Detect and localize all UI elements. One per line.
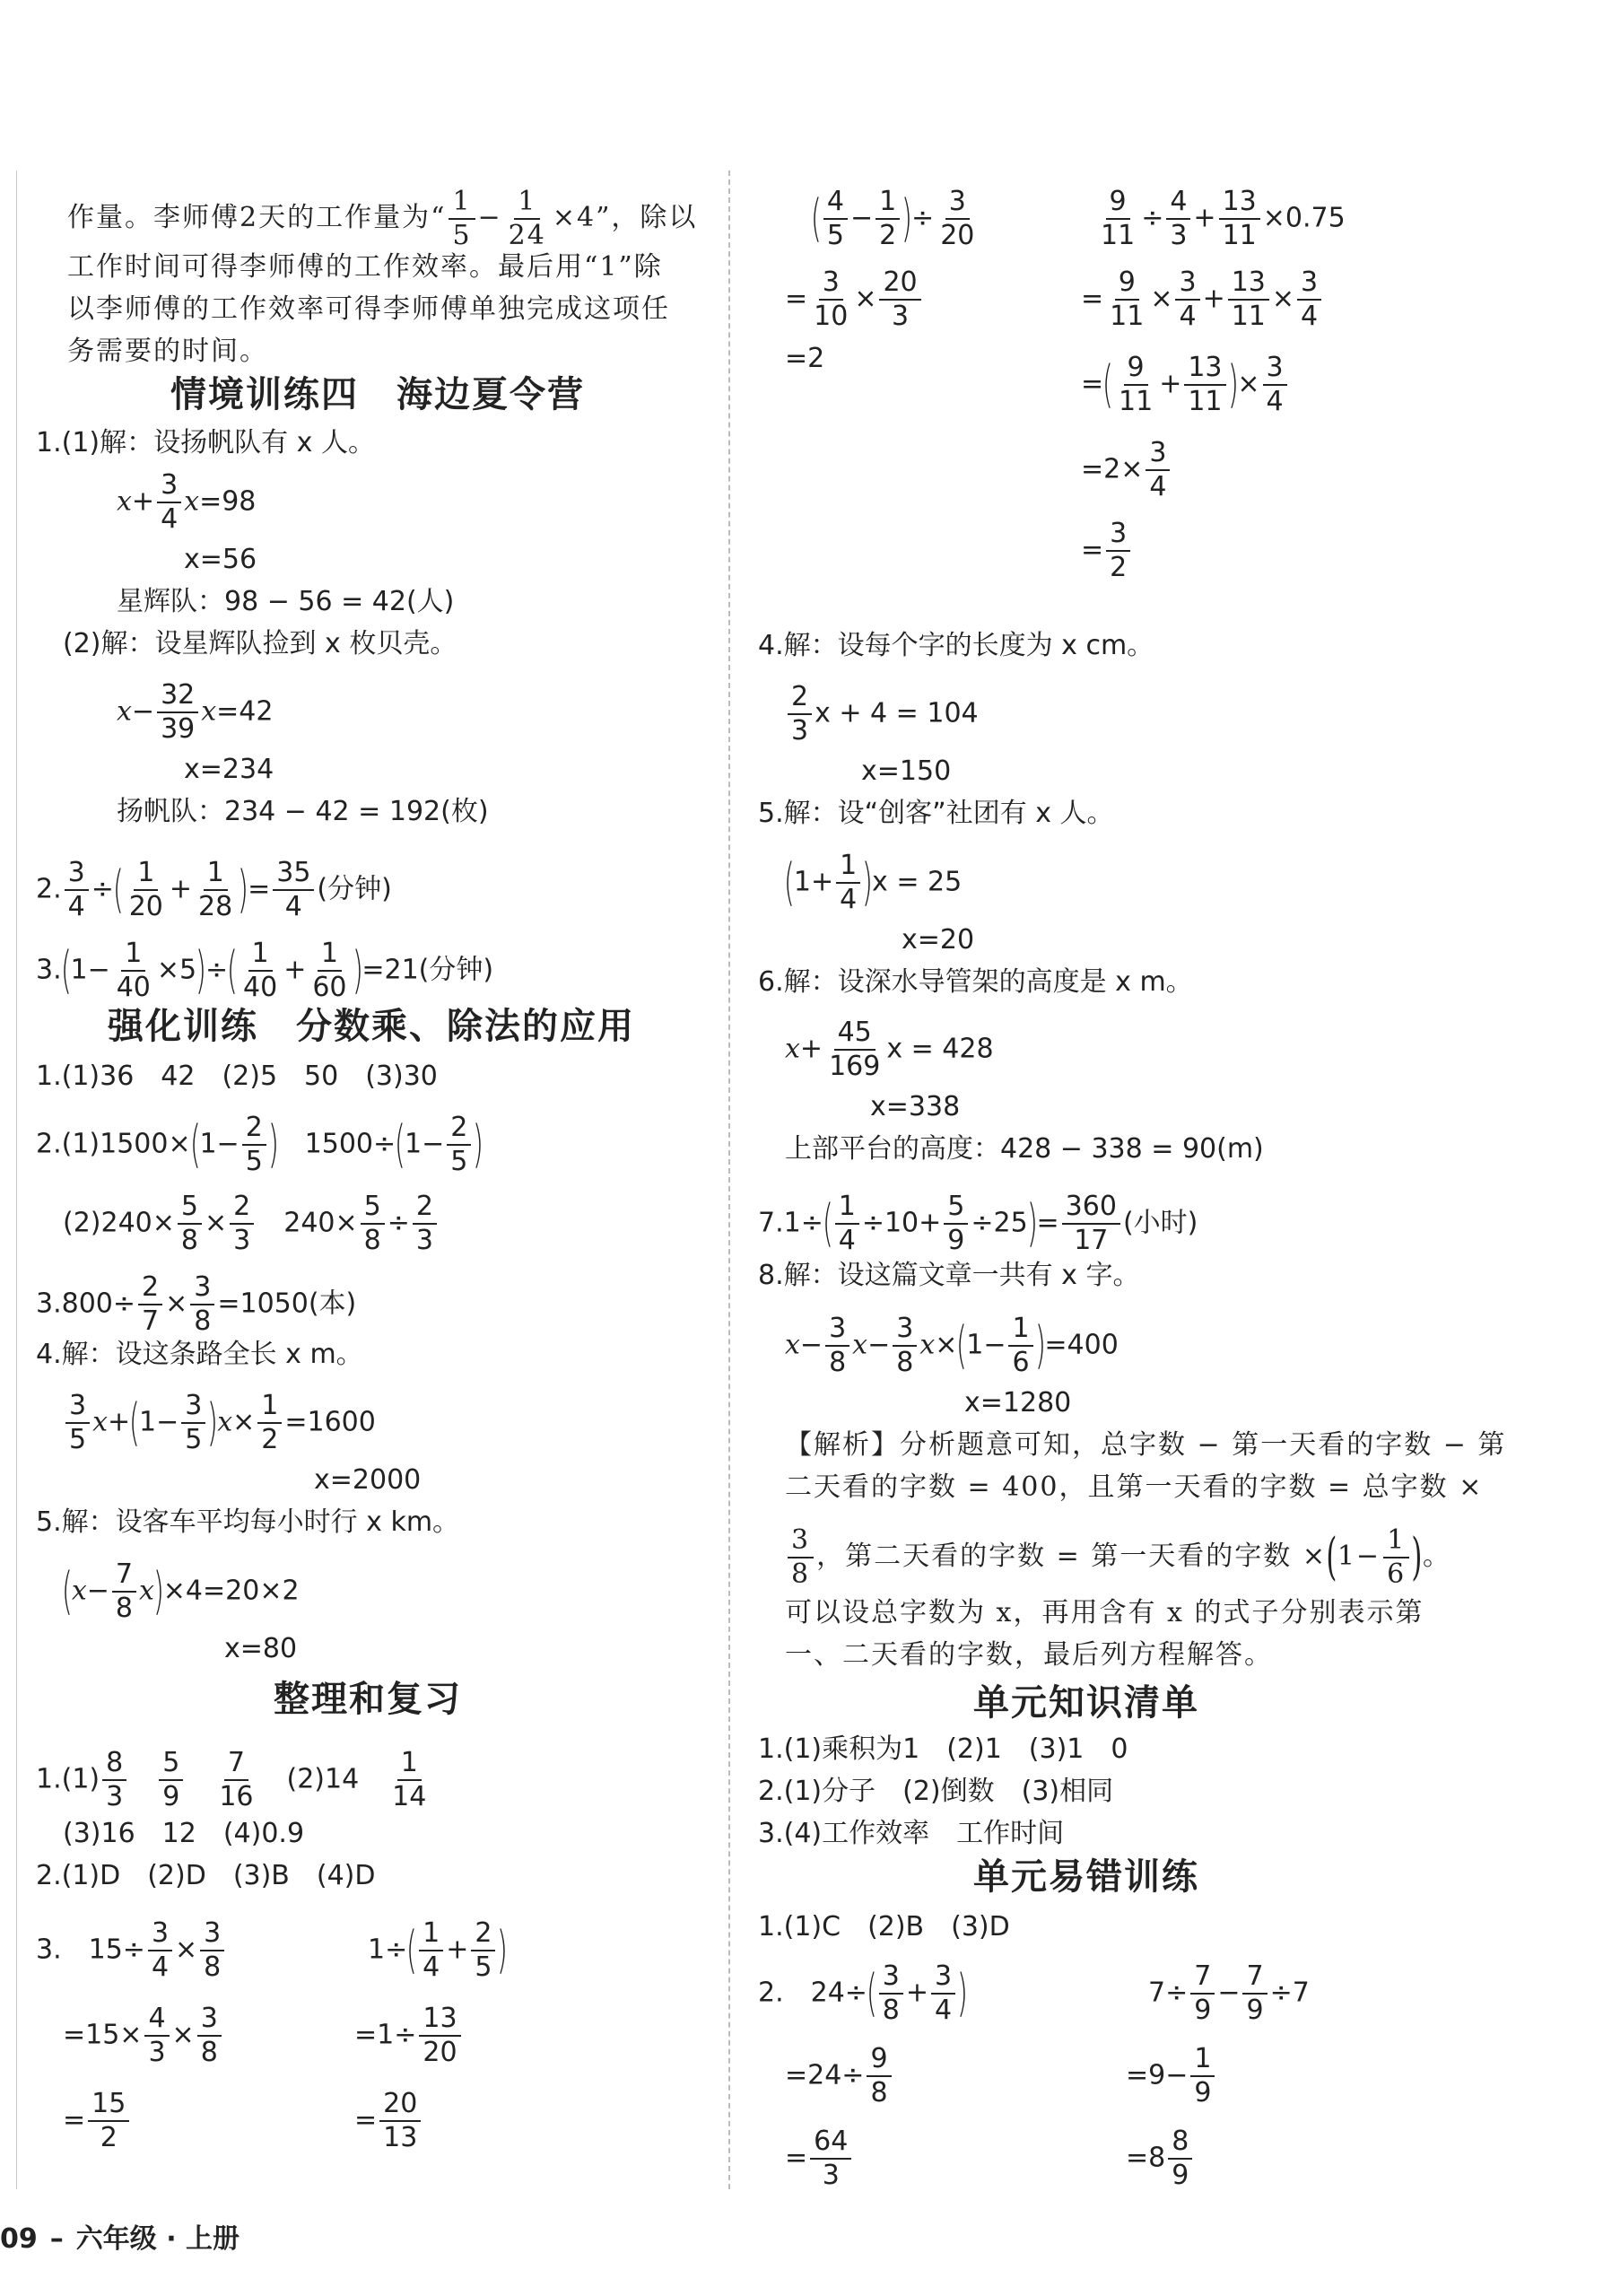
r-q6-x: x=338 bbox=[870, 1091, 961, 1122]
r-calc-a3: =2 bbox=[785, 343, 825, 374]
s3-q3-b2: =1÷ $\frac{13}{20}$ bbox=[354, 2005, 464, 2066]
intro-line-3: 以李师傅的工作效率可得李师傅单独完成这项任 bbox=[67, 293, 670, 325]
e-2-b3: =8 $\frac{8}{9}$ bbox=[1126, 2128, 1195, 2189]
section-title-4: 单元知识清单 bbox=[973, 1682, 1199, 1724]
s3-q3-a1: 3. 15÷ $\frac{3}{4}$ × $\frac{3}{8}$ bbox=[36, 1920, 227, 1981]
r-q8-eq: x− $\frac{3}{8}$ x− $\frac{3}{8}$ x×(1− $\frac{1}{6}$ )=400 bbox=[785, 1313, 1119, 1378]
r-q6: 6.解：设深水导管架的高度是 x m。 bbox=[758, 966, 1193, 998]
r-q4: 4.解：设每个字的长度为 x cm。 bbox=[758, 630, 1154, 661]
e-2-b2: =9− $\frac{1}{9}$ bbox=[1126, 2046, 1217, 2107]
r-calc-a1: ( $\frac{4}{5}$ − $\frac{1}{2}$ )÷ $\frac{3}{20}$ bbox=[810, 186, 975, 251]
analysis-line-4: 可以设总字数为 x，再用含有 x 的式子分别表示第 bbox=[785, 1597, 1424, 1628]
q1a-x: x=56 bbox=[184, 544, 257, 575]
s2-q2b: (2)240× $\frac{5}{8}$ × $\frac{2}{3}$ 240× $\frac{5}{8}$ ÷ $\frac{2}{3}$ bbox=[63, 1193, 440, 1254]
r-calc-b3: =( $\frac{9}{11}$ + $\frac{13}{11}$ )× $\frac{3}{4}$ bbox=[1081, 354, 1290, 415]
s2-q5-eq: (x− $\frac{7}{8}$ x)×4=20×2 bbox=[61, 1558, 300, 1624]
k-3: 3.(4)工作效率 工作时间 bbox=[758, 1818, 1065, 1849]
analysis-line-5: 一、二天看的字数，最后列方程解答。 bbox=[785, 1639, 1273, 1671]
section-title-5: 单元易错训练 bbox=[973, 1856, 1199, 1898]
s3-q1: 1.(1) $\frac{8}{3}$ $\frac{5}{9}$ $\frac{7}{16}$ (2)14 $\frac{1}{14}$ bbox=[36, 1747, 427, 1812]
analysis-line-2: 二天看的字数 = 400，且第一天看的字数 = 总字数 × bbox=[785, 1471, 1484, 1503]
s3-q3-b1: 1÷( $\frac{1}{4}$ + $\frac{2}{5}$ ) bbox=[368, 1917, 509, 1983]
column-divider bbox=[728, 170, 730, 2189]
section-title-2: 强化训练 分数乘、除法的应用 bbox=[108, 1006, 635, 1047]
q2: 2. $\frac{3}{4}$ ÷( $\frac{1}{20}$ + $\frac{1}{28}$ )= $\frac{35}{4}$ (分钟) bbox=[36, 857, 392, 922]
s3-q1b: (3)16 12 (4)0.9 bbox=[63, 1818, 305, 1849]
s3-q3-a2: =15× $\frac{4}{3}$ × $\frac{3}{8}$ bbox=[63, 2005, 224, 2066]
q1a-eq: x+ $\frac{3}{4}$ x=98 bbox=[117, 469, 257, 535]
r-q7: 7.1÷( $\frac{1}{4}$ ÷10+ $\frac{5}{9}$ ÷25)= $\frac{360}{17}$ (小时) bbox=[758, 1191, 1198, 1256]
r-q5-eq: (1+ $\frac{1}{4}$ )x = 25 bbox=[783, 850, 963, 915]
intro-line-4: 务需要的时间。 bbox=[67, 336, 268, 367]
r-calc-b4: =2× $\frac{3}{4}$ bbox=[1081, 440, 1172, 501]
r-calc-a2: = $\frac{3}{10}$ × $\frac{20}{3}$ bbox=[785, 269, 924, 330]
footer-dash: – bbox=[49, 2223, 64, 2255]
s2-q3: 3.800÷ $\frac{2}{7}$ × $\frac{3}{8}$ =1050(本) bbox=[36, 1271, 357, 1337]
intro-line-2: 工作时间可得李师傅的工作效率。最后用“1”除 bbox=[67, 251, 663, 283]
r-q4-x: x=150 bbox=[861, 755, 952, 787]
r-calc-b5: = $\frac{3}{2}$ bbox=[1081, 520, 1133, 581]
r-q8-x: x=1280 bbox=[964, 1387, 1072, 1419]
e-2-a1: 2. 24÷( $\frac{3}{8}$ + $\frac{3}{4}$ ) bbox=[758, 1960, 969, 2026]
s2-q4-eq: $\frac{3}{5}$ x+(1− $\frac{3}{5}$ )x× $\frac{1}{2}$ =1600 bbox=[63, 1392, 376, 1454]
r-q8: 8.解：设这篇文章一共有 x 字。 bbox=[758, 1260, 1140, 1291]
s3-q3-b3: = $\frac{20}{13}$ bbox=[354, 2091, 423, 2152]
r-calc-b1: $\frac{9}{11}$ ÷ $\frac{4}{3}$ + $\frac{13}{11}$ ×0.75 bbox=[1101, 186, 1346, 251]
q1b-x: x=234 bbox=[184, 754, 274, 785]
s2-q1: 1.(1)36 42 (2)5 50 (3)30 bbox=[36, 1061, 438, 1092]
q1b-eq: x− $\frac{32}{39}$ x=42 bbox=[117, 679, 274, 745]
s3-q2: 2.(1)D (2)D (3)B (4)D bbox=[36, 1860, 376, 1891]
k-1: 1.(1)乘积为1 (2)1 (3)1 0 bbox=[758, 1733, 1128, 1765]
margin-line bbox=[16, 170, 17, 2189]
page-number: 09 bbox=[0, 2223, 38, 2255]
r-q6-ans: 上部平台的高度：428 − 338 = 90(m) bbox=[785, 1133, 1264, 1165]
section-title-1: 情境训练四 海边夏令营 bbox=[170, 374, 585, 415]
q3: 3.(1− $\frac{1}{40}$ ×5)÷( $\frac{1}{40}$ + $\frac{1}{60}$ )=21(分钟) bbox=[36, 938, 494, 1003]
q1a-ans: 星辉队：98 − 56 = 42(人) bbox=[117, 586, 455, 617]
s3-q3-a3: = $\frac{15}{2}$ bbox=[63, 2091, 132, 2152]
s2-q5-x: x=80 bbox=[224, 1633, 298, 1664]
q1a: 1.(1)解：设扬帆队有 x 人。 bbox=[36, 427, 375, 458]
grade-label: 六年级 · 上册 bbox=[75, 2223, 240, 2255]
r-q4-eq: $\frac{2}{3}$ x + 4 = 104 bbox=[785, 684, 979, 745]
s2-q4: 4.解：设这条路全长 x m。 bbox=[36, 1339, 363, 1370]
analysis-line-1: 【解析】分析题意可知，总字数 − 第一天看的字数 − 第 bbox=[785, 1429, 1507, 1461]
e-1: 1.(1)C (2)B (3)D bbox=[758, 1911, 1010, 1942]
s2-q2a: 2.(1)1500×(1− $\frac{2}{5}$ ) 1500÷(1− $\frac{2}{5}$ ) bbox=[36, 1112, 484, 1177]
r-q5-x: x=20 bbox=[902, 924, 975, 956]
r-calc-b2: = $\frac{9}{11}$ × $\frac{3}{4}$ + $\frac{13}{11}$ × $\frac{3}{4}$ bbox=[1081, 269, 1324, 330]
e-2-a2: =24÷ $\frac{9}{8}$ bbox=[785, 2046, 894, 2107]
k-2: 2.(1)分子 (2)倒数 (3)相同 bbox=[758, 1776, 1114, 1807]
r-q6-eq: x+ $\frac{45}{169}$ x = 428 bbox=[785, 1017, 994, 1082]
intro-line-1: 作量。李师傅2天的工作量为“ $\frac{1}{5}$ − $\frac{1}{24}$ ×4”，除以 bbox=[67, 186, 698, 251]
page-footer bbox=[0, 2216, 252, 2256]
s2-q5: 5.解：设客车平均每小时行 x km。 bbox=[36, 1506, 460, 1538]
r-q5: 5.解：设“创客”社团有 x 人。 bbox=[758, 798, 1114, 829]
e-2-b1: 7÷ $\frac{7}{9}$ − $\frac{7}{9}$ ÷7 bbox=[1148, 1960, 1310, 2026]
q1b-ans: 扬帆队：234 − 42 = 192(枚) bbox=[117, 796, 489, 827]
section-title-3: 整理和复习 bbox=[274, 1679, 462, 1720]
s2-q4-x: x=2000 bbox=[314, 1464, 422, 1496]
analysis-line-3: $\frac{3}{8}$ ，第二天看的字数 = 第一天看的字数 ×(1− $\frac{1}{6}$ )。 bbox=[785, 1527, 1451, 1588]
q1b: (2)解：设星辉队捡到 x 枚贝壳。 bbox=[63, 628, 457, 659]
e-2-a3: = $\frac{64}{3}$ bbox=[785, 2128, 854, 2189]
